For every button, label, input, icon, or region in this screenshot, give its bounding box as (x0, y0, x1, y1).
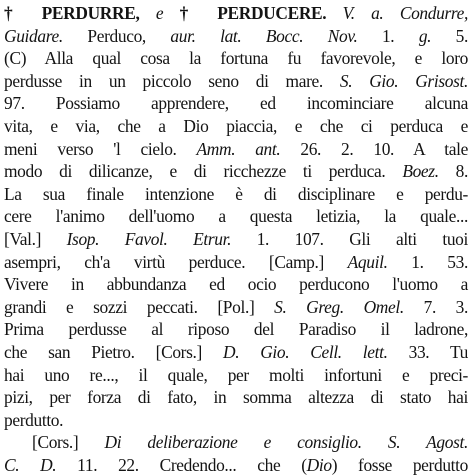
headword-text: † (4, 3, 42, 23)
citation-text: V. a. Condurre, (342, 3, 469, 23)
entry-line (4, 431, 468, 454)
entry-text: Vivere in abbundanza ed ocio perducono l'uomo a (4, 274, 468, 295)
entry-line (4, 341, 468, 364)
entry-text: asempri, ch'a virtù perduce. [Camp.] (4, 251, 348, 272)
entry-text: 11. 22. Credendo... che ( (77, 454, 307, 475)
entry-text: Prima perdusse al riposo del Paradiso il ladrone, (4, 319, 468, 340)
entry-text: hai uno re..., il quale, per molti infortuni e preci- (4, 364, 468, 385)
citation-text: Guidare. (4, 25, 88, 46)
entry-line (4, 273, 468, 296)
citation-text: Isop. Favol. Etrur. (66, 228, 257, 249)
citation-text: S. Greg. Omel. (274, 296, 424, 317)
entry-text: cere l'animo dell'uomo a questa letizia, la quale... (4, 206, 468, 227)
entry-text: 1. 107. Gli alti tuoi (256, 228, 468, 249)
entry-text: perdutto. (4, 409, 64, 430)
citation-text: g. (418, 25, 456, 46)
entry-text: perdusse in un piccolo seno di mare. (4, 70, 340, 91)
entry-line (4, 228, 468, 251)
entry-line (4, 160, 468, 183)
citation-text: S. Gio. Grisost. (339, 70, 468, 91)
entry-line (4, 364, 468, 387)
citation-text: Dio (306, 454, 332, 475)
entry-line (4, 2, 468, 25)
citation-text: e (155, 3, 180, 23)
citation-text: D. Gio. Cell. lett. (222, 341, 409, 362)
entry-text: Perduco, (87, 25, 171, 46)
entry-text: meni verso 'l cielo. (4, 138, 197, 159)
entry-line (4, 251, 468, 274)
entry-line (4, 92, 468, 115)
entry-line (4, 25, 468, 48)
citation-text: Di deliberazione e consiglio. S. Agost. (104, 432, 468, 453)
entry-text: 7. 3. (423, 296, 469, 317)
entry-line (4, 183, 468, 206)
entry-text: grandi e sozzi peccati. [Pol.] (4, 296, 275, 317)
citation-text: Boez. (402, 161, 456, 182)
entry-text: [Cors.] (32, 432, 105, 453)
headword-text: PERDURRE, (41, 3, 156, 23)
entry-line (4, 409, 468, 432)
dictionary-entry (4, 2, 468, 476)
entry-text: 33. Tu (408, 341, 468, 362)
entry-text: vita, e via, che a Dio piaccia, e che ci perduca e (4, 115, 468, 136)
entry-line (4, 70, 468, 93)
entry-line (4, 386, 468, 409)
entry-text: che san Pietro. [Cors.] (4, 341, 223, 362)
entry-line (4, 296, 468, 319)
entry-line (4, 454, 468, 476)
entry-line (4, 115, 468, 138)
entry-line (4, 138, 468, 161)
entry-text: (C) Alla qual cosa la fortuna fu favorevole, e loro (4, 48, 468, 69)
entry-text: modo di dilicanze, e di ricchezze ti perduca. (4, 161, 403, 182)
entry-line (4, 205, 468, 228)
entry-line (4, 318, 468, 341)
entry-text: 5. (455, 25, 469, 46)
entry-text: pizi, per forza di fato, in somma altezza di stato hai (4, 387, 468, 408)
entry-text: ) fosse perdutto (331, 454, 468, 475)
entry-text: 1. 53. (411, 251, 468, 272)
citation-text: C. D. (4, 454, 78, 475)
citation-text: aur. lat. Bocc. Nov. (170, 25, 382, 46)
entry-text: [Val.] (4, 228, 67, 249)
entry-text: 97. Possiamo apprendere, ed incominciare alcuna (4, 93, 468, 114)
entry-line (4, 47, 468, 70)
headword-text: † PERDUCERE. (179, 3, 343, 23)
entry-text: 26. 2. 10. A tale (300, 138, 468, 159)
entry-text: La sua finale intenzione è di disciplinare e perdu- (4, 183, 468, 204)
citation-text: Aquil. (347, 251, 412, 272)
citation-text: Amm. ant. (196, 138, 301, 159)
entry-text: 8. (455, 161, 468, 182)
entry-text: 1. (381, 25, 419, 46)
